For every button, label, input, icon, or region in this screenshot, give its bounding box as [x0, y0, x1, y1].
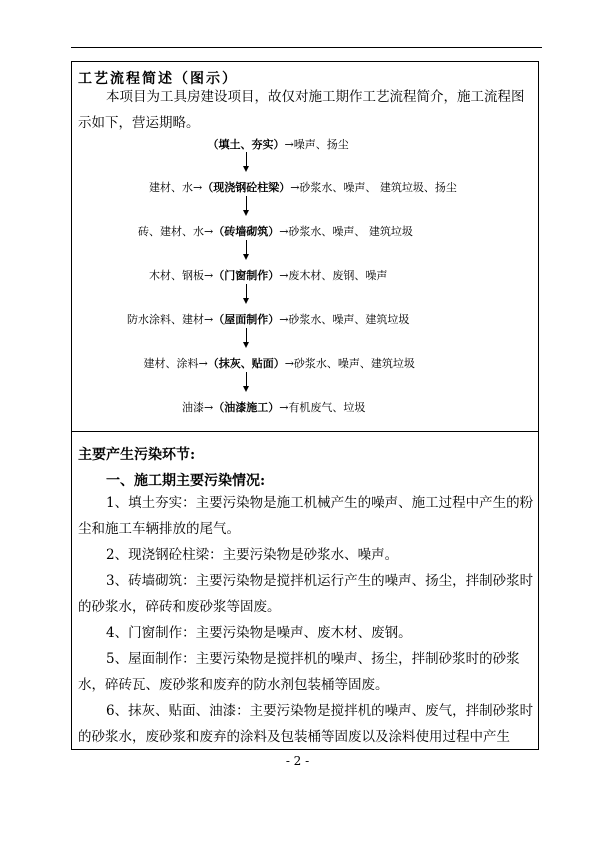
- flow-inputs: 防水涂料、建材→: [127, 313, 214, 326]
- flow-node: （油漆施工）: [213, 401, 280, 414]
- flow-node: （砖墙砌筑）: [213, 225, 280, 238]
- flow-node: （填土、夯实）: [207, 138, 285, 151]
- header-rule: [71, 47, 542, 48]
- pollution-section: [71, 432, 539, 750]
- flow-inputs: 砖、建材、水→: [138, 225, 214, 238]
- flow-outputs: →有机废气、垃圾: [279, 401, 366, 414]
- flow-arrow: [246, 284, 247, 300]
- flow-step: [182, 399, 365, 415]
- flow-inputs: 建材、涂料→: [143, 357, 208, 370]
- section-title-process: 工艺流程简述（图示）: [78, 71, 238, 87]
- process-intro: 本项目为工具房建设项目，故仅对施工期作工艺流程简介，施工流程图示如下，营运期略。: [78, 89, 525, 131]
- process-section: [71, 61, 539, 432]
- flow-step: [144, 355, 415, 371]
- flow-arrow: [246, 240, 247, 256]
- flow-step: [138, 223, 413, 239]
- pollution-item: 3、砖墙砌筑：主要污染物是搅拌机运行产生的噪声、扬尘，拌制砂浆时的砂浆水，碎砖和废砂浆等固废。: [78, 573, 534, 615]
- pollution-item: 1、填土夯实：主要污染物是施工机械产生的噪声、施工过程中产生的粉尘和施工车辆排放的尾气。: [78, 495, 534, 537]
- pollution-item: 6、抹灰、贴面、油漆：主要污染物是搅拌机的噪声、废气，拌制砂浆时的砂浆水，废砂浆和废弃的涂料及包装桶等固废以及涂料使用过程中产生: [78, 703, 534, 745]
- flow-step: [149, 179, 457, 195]
- flow-outputs: →废木材、废钢、噪声: [279, 269, 388, 282]
- flow-arrow: [246, 372, 247, 388]
- construction-subtitle: 一、施工期主要污染情况:: [106, 473, 266, 489]
- flow-outputs: →砂浆水、噪声、 建筑垃圾、扬尘: [290, 181, 457, 194]
- flow-step: [149, 267, 387, 283]
- flow-node: （抹灰、贴面）: [207, 357, 285, 370]
- page-number: - 2 -: [285, 754, 310, 768]
- flow-arrow: [246, 196, 247, 212]
- flow-outputs: →砂浆水、噪声、建筑垃圾: [279, 313, 410, 326]
- flow-step: [208, 136, 349, 152]
- pollution-item: 2、现浇钢砼柱梁：主要污染物是砂浆水、噪声。: [106, 547, 399, 563]
- flow-inputs: 建材、水→: [149, 181, 203, 194]
- flow-inputs: 油漆→: [182, 401, 214, 414]
- flow-outputs: →噪声、扬尘: [284, 138, 349, 151]
- flow-arrow: [246, 152, 247, 168]
- flow-node: （门窗制作）: [213, 269, 280, 282]
- flow-inputs: 木材、钢板→: [149, 269, 214, 282]
- flow-outputs: →砂浆水、噪声、建筑垃圾: [284, 357, 415, 370]
- flow-node: （屋面制作）: [213, 313, 280, 326]
- pollution-item: 4、门窗制作：主要污染物是噪声、废木材、废钢。: [106, 625, 412, 641]
- flow-arrow: [246, 328, 247, 344]
- pollution-item: 5、屋面制作：主要污染物是搅拌机的噪声、扬尘，拌制砂浆时的砂浆水，碎砖瓦、废砂浆和废弃的防水剂包装桶等固废。: [78, 651, 520, 693]
- flow-step: [127, 311, 409, 327]
- flow-outputs: →砂浆水、噪声、 建筑垃圾: [279, 225, 413, 238]
- section-title-pollution: 主要产生污染环节:: [78, 447, 196, 463]
- flow-node: （现浇钢砼柱梁）: [202, 181, 291, 194]
